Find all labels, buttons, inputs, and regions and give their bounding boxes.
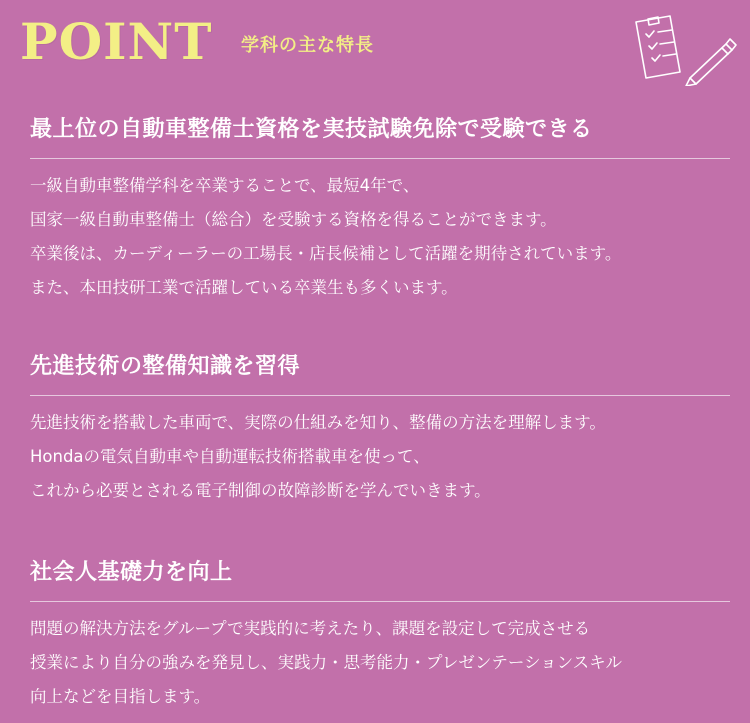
body-line: 卒業後は、カーディーラーの工場長・店長候補として活躍を期待されています。 [30,244,622,263]
point-logo: POINT [20,12,213,71]
body-line: 問題の解決方法をグループで実践的に考えたり、課題を設定して完成させる [30,619,591,638]
body-line: 先進技術を搭載した車両で、実際の仕組みを知り、整備の方法を理解します。 [30,413,606,432]
section-divider [30,601,730,602]
header-subtitle: 学科の主な特長 [241,35,374,56]
feature-section [30,351,730,508]
body-line: 授業により自分の強みを発見し、実践力・思考能力・プレゼンテーションスキル [30,653,623,672]
clipboard-pen-illustration [622,6,742,86]
feature-section [30,114,730,305]
clipboard-checklist-icon [636,16,680,78]
pen-icon [686,39,736,86]
section-divider [30,395,730,396]
header [0,0,750,100]
section-title: 先進技術の整備知識を習得 [30,354,301,379]
section-title: 最上位の自動車整備士資格を実技試験免除で受験できる [30,117,593,142]
feature-section [30,557,730,714]
section-body [30,169,730,305]
body-line: また、本田技研工業で活躍している卒業生も多くいます。 [30,278,458,297]
body-line: 一級自動車整備学科を卒業することで、最短4年で、 [30,176,420,195]
body-line: 向上などを目指します。 [30,687,211,706]
body-line: これから必要とされる電子制御の故障診断を学んでいきます。 [30,481,491,500]
body-line: Hondaの電気自動車や自動運転技術搭載車を使って、 [30,447,430,466]
section-body [30,406,730,508]
section-title: 社会人基礎力を向上 [30,560,233,585]
section-body [30,612,730,714]
body-line: 国家一級自動車整備士（総合）を受験する資格を得ることができます。 [30,210,557,229]
section-divider [30,158,730,159]
